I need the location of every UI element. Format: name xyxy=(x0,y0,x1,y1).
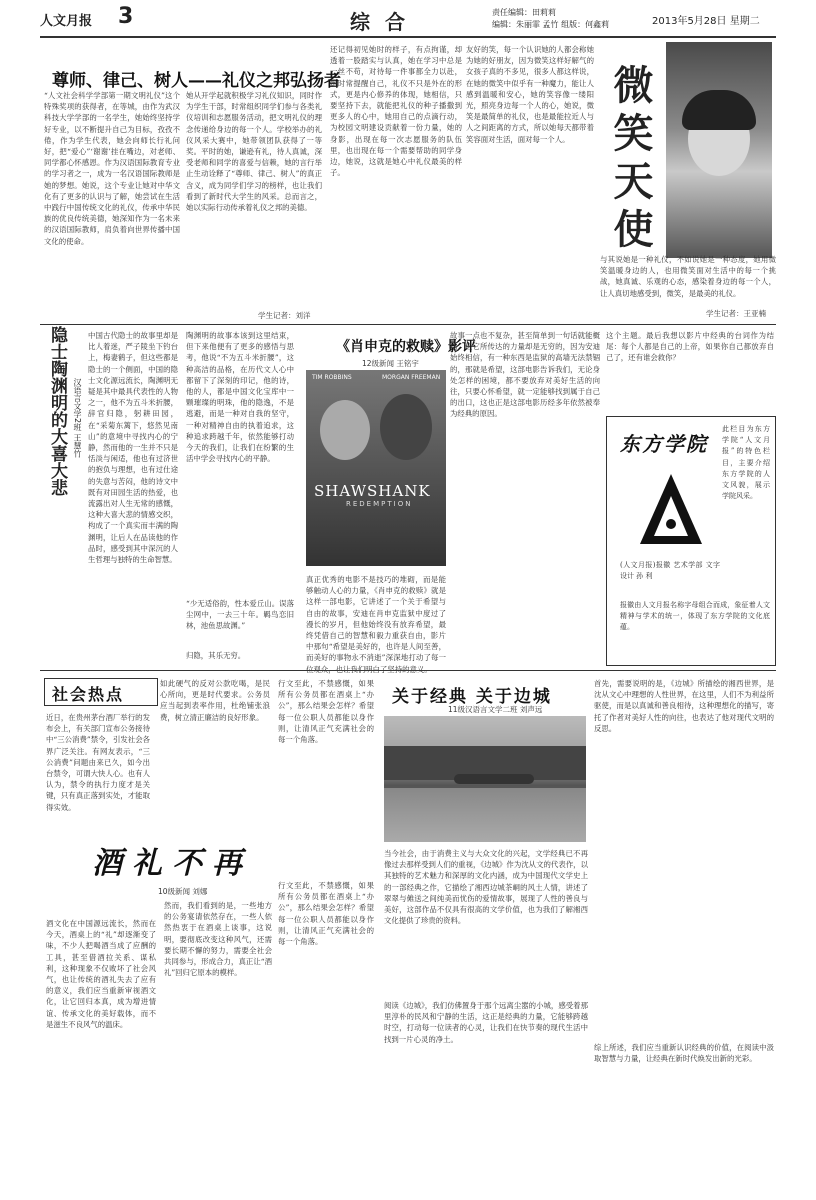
editors-2: 编辑：朱丽霏 孟竹 组版：何鑫莉 xyxy=(492,20,610,29)
article1-col1: “人文社会科学学部第一期文明礼仪”这个特殊奖项的获得者，在等城，由作为武汉科技大学学部的一名学生，她始终坚持学好专业，以不断提升自己为目标，孜孜不倦，作为学生代表，她会向师长行礼问好，把“爱心”‘谢谢’挂在嘴边，对老师、同学都心怀感恩。作为汉语国际教育专业的学习者之一，成为一名汉语国际教师是她的梦想。她说，这个专业让她对中华文化有了更多的认识与了解，她尝试在生活中践行中国传统文化的礼仪，传承中华民族的优良传统美德，她深知作为一名未来的汉语国际教师，肩负着向世界传播中国文化的使命。 xyxy=(44,91,180,246)
dongfang-text: 此栏目为东方学院“人文月报”的特色栏目，主要介绍东方学院的人文风貌，展示学院风采。 xyxy=(722,425,770,501)
poster-actor-1: TIM ROBBINS xyxy=(312,374,352,381)
portrait-photo xyxy=(666,42,772,258)
yinshi-title: 隐士陶渊明的大喜大悲 xyxy=(47,326,67,496)
shehui-title: 社会热点 xyxy=(52,685,125,704)
poster-subtitle: REDEMPTION xyxy=(346,500,413,508)
paper-name: 人文月报 xyxy=(40,14,93,29)
jiuli-text-3: 行文至此，不禁感慨，如果所有公务员都在酒桌上“办公”，那么结果会怎样？希望每一位公职人员都能以身作则，让清风正气充满社会的每一个角落。 xyxy=(278,881,374,947)
jingdian-author: 11级汉语言文学二班 刘声远 xyxy=(448,705,543,714)
rule-2 xyxy=(40,670,776,671)
issue-date: 2013年5月28日 星期二 xyxy=(652,16,760,27)
article1-col4: 友好的笑，每一个认识她的人都会称她为她的好朋友，因为微笑这样好解气的女孩子真的不多见，很多人都这样说，在她的微笑中似乎有一种魔力，能让人感到温暖和安心，她的笑容像一缕阳光，照亮身边每一个人的心，她说，微笑是最简单的礼仪，也是最能拉近人与人之间距离的方式，所以她每天都带着笑容面对生活，面对每一个人。 xyxy=(466,45,594,144)
article1-byline: 学生记者：刘洋 xyxy=(258,311,311,320)
page-number: 3 xyxy=(118,4,134,29)
masthead-rule xyxy=(40,36,776,38)
shawshank-title: 《肖申克的救赎》影评 xyxy=(336,339,476,355)
photo-water xyxy=(384,788,586,842)
masthead xyxy=(0,0,816,40)
editors: 责任编辑：田莉莉 xyxy=(492,8,556,17)
yinshi-poem: “少无适俗韵，性本爱丘山。误落尘网中，一去三十年。羁鸟恋旧林，池鱼思故渊。” xyxy=(186,599,294,631)
yinshi-text: 中国古代隐士的故事里却是比人着迷，严子陵坐下钓台上，梅妻鹤子，但这些都是隐士的一个侧面，中国的隐士文化源远流长，陶渊明无疑是其中最具代表性的人物之一，他不为五斗米折腰，辞官归隐，躬耕田园，在“采菊东篱下，悠然见南山”的意境中寻找内心的宁静，然而他的一生并不只是恬淡与闲适，他也有过济世的抱负与理想，也有过仕途的失意与苦闷，他的诗文中既有对田园生活的热爱，也流露出对人生无常的感慨，这种大喜大悲的情感交织，构成了一个真实而丰满的陶渊明，让后人在品读他的作品时，感受到其中深沉的人生哲理与独特的生命智慧。 xyxy=(88,331,178,565)
weixiao-byline: 学生记者：王亚楠 xyxy=(706,309,766,318)
dongfang-caption: (人文月报)报徽 艺术学部 文字设计 孙 利 xyxy=(620,561,720,581)
poster-actor-2: MORGAN FREEMAN xyxy=(382,374,441,381)
jingdian-text-3: 首先，需要说明的是，《边城》所描绘的湘西世界，是沈从文心中理想的人性世界，在这里，人们不为利益所驱使，而是以真诚和善良相待，这种理想化的描写，寄托了作者对美好人性的向往，也表达了他对现代文明的反思。 xyxy=(594,679,774,733)
jiuli-text: 酒文化在中国源远流长，然而在今天，酒桌上的“礼”却逐渐变了味，不少人把喝酒当成了应酬的工具，甚至借酒拉关系、谋私利，这种现象不仅败坏了社会风气，也让传统的酒礼失去了应有的意义，我们应当重新审视酒文化，让它回归本真，成为增进情谊、传承文化的美好载体，而不是滋生不良风气的温床。 xyxy=(46,919,156,1029)
weixiao-title: 微笑天使 xyxy=(607,64,653,256)
dongfang-title: 东方学院 xyxy=(620,432,708,456)
shawshank-text: 真正优秀的电影不是技巧的堆砌，而是能够触动人心的力量，《肖申克的救赎》就是这样一部电影，它讲述了一个关于希望与自由的故事，安迪在肖申克监狱中度过了漫长的岁月，但他始终没有放弃希望，最终凭借自己的智慧和毅力重获自由，影片中那句“希望是美好的，也许是人间至善，而美好的事物永不消逝”深深地打动了每一 xyxy=(306,575,446,663)
photo-bridge xyxy=(454,774,534,784)
article1-col3: 还记得初见她时的样子，有点拘谨，却透着一股踏实与认真，她在学习中总是一丝不苟，对待每一件事都全力以赴，她时常提醒自己，礼仪不只是外在的形式，更是内心修养的体现，她相信，只要坚持下去，就能把礼仪的种子播撒到更多人的心中，她用自己的点滴行动，为校园文明建设贡献着一份力量，她的身影，出现在每一次志愿服务的队伍里，也出现在每一个需要帮助的同学身边，她说，这就是她心中礼仪最美的样子。 xyxy=(330,45,462,178)
shehui-text: 近日，在贵州茅台酒厂举行的发布会上，有关部门宣布公务接待中“三公消费”禁令，引发社会各界广泛关注。有网友表示，“三公消费”问题由来已久，如今出台禁令，可谓大快人心。也有人认为，禁令的执行力度才是关键，只有真正落到实处，才能取得实效。 xyxy=(46,713,150,812)
dongfang-text-2: 报徽由人文月报名称字母组合而成，象征着人文精神与学术的统一，体现了东方学院的文化底蕴。 xyxy=(620,601,770,632)
shawshank-text-3: 这个主题。最后我想以影片中经典的台词作为结尾：每个人都是自己的上帝，如果你自己都放弃自己了，还有谁会救你？ xyxy=(606,331,774,363)
section-name: 综 合 xyxy=(350,10,409,34)
poster-title: SHAWSHANK xyxy=(314,482,431,500)
jingdian-text-2: 阅读《边城》，我们仿佛置身于那个远离尘嚣的小城，感受着那里淳朴的民风和宁静的生活，这正是经典的力量，它能够跨越时空，打动每一位读者的心灵，让我们在快节奏的现代生活中找到一片心灵的净土。 xyxy=(384,1001,588,1044)
shawshank-text-2: 故事一点也不复杂，甚至简单到一句话就能概括，但它所传达的力量却是无穷的，因为安迪始终相信，有一种东西是监狱的高墙无法禁锢的，那就是希望，这部电影告诉我们，无论身处怎样的困境，都不要放弃对美好生活的向往，只要心怀希望，就一定能够找到属于自己的出口，这也正是这部电影历经多年依然被奉为经典的原因。 xyxy=(450,331,600,419)
shehui-text-2: 如此硬气的反对公款吃喝，是民心所向，更是时代要求。公务员应当起到表率作用，杜绝铺张浪费，树立清正廉洁的良好形象。 xyxy=(160,679,270,722)
shehui-text-3: 行文至此，不禁感慨，如果所有公务员都在酒桌上“办公”，那么结果会怎样？希望每一位公职人员都能以身作则，让清风正气充满社会的每一个角落。 xyxy=(278,679,374,745)
college-logo xyxy=(636,470,706,550)
jingdian-text: 当今社会，由于消费主义与大众文化的兴起，文学经典已不再像过去那样受到人们的重视，《边城》作为沈从文的代表作，以其独特的艺术魅力和深厚的文化内涵，成为中国现代文学史上的一部经典之作，它描绘了湘西边城茶峒的风土人情，讲述了翠翠与傩送之间纯美而忧伤的爱情故事，展现了人性的善良与美好，这部作品不仅具有很高的文学价值，也为我们了解湘西文化提供了珍贵的资料。 xyxy=(384,849,588,926)
jingdian-text-4: 综上所述，我们应当重新认识经典的价值，在阅读中汲取智慧与力量，让经典在新时代焕发出新的光彩。 xyxy=(594,1043,774,1064)
poster-figure-1 xyxy=(320,400,370,460)
bridge-photo xyxy=(384,716,586,842)
jingdian-title: 关于经典 关于边城 xyxy=(392,687,552,707)
logo-dot xyxy=(666,519,676,529)
weixiao-text: 与其说她是一种礼仪，不如说她是一种态度，她用微笑温暖身边的人，也用微笑面对生活中的每一个挑战，她真诚、乐观的心态，感染着身边的每一个人，让人真切地感受到，微笑，是最美的礼仪。 xyxy=(600,255,776,298)
jiuli-title: 酒礼不再 xyxy=(92,846,252,881)
article1-col2: 她从开学起就积极学习礼仪知识，同时作为学生干部，时常组织同学们参与各类礼仪培训和志愿服务活动，把文明礼仪的理念传递给身边的每一个人。学校举办的礼仪风采大赛中，她带领团队获得了一等奖。平时的她，谦逊有礼，待人真诚，深受老师和同学的喜爱与信赖，她的言行举止生动诠释了“尊师、律己、树人”的真正含义，成为同学们学习的榜样，也让我们看到了新时代大学生的风采。总而言之，她以实际行动传承着礼仪之邦的美德。 xyxy=(186,91,322,213)
yinshi-author: 汉语言文学2班 王慧竹 xyxy=(73,378,82,458)
shawshank-author: 12级新闻 王铭宇 xyxy=(362,359,419,368)
jiuli-text-2: 然而，我们看到的是，一些地方的公务宴请依然存在，一些人依然热衷于在酒桌上谈事，这说明，要彻底改变这种风气，还需要长期不懈的努力，需要全社会共同参与，形成合力，真正让“酒礼”回归它原本的模样。 xyxy=(164,901,272,978)
yinshi-end: 归隐，其乐无穷。 xyxy=(186,651,246,660)
article1-title: 尊师、律己、树人——礼仪之邦弘扬者 xyxy=(52,71,341,91)
yinshi-text-2: 陶渊明的故事本该到这里结束，但下来他便有了更多的感悟与思考，他说“不为五斗米折腰”，这种高洁的品格，在历代文人心中都留下了深刻的印记，他的诗，他的人，都是中国文化宝库中一颗璀璨的明珠，他的隐逸，不是逃避，而是一种对自我的坚守，一种对精神自由的执着追求，这种追求跨越千年，依然能够打动今天的我们，让我们在纷繁的生活中学会寻找内心的平静。 xyxy=(186,331,294,464)
movie-poster xyxy=(306,370,446,566)
rule-1 xyxy=(40,324,776,325)
jiuli-author: 10级新闻 刘娜 xyxy=(158,887,208,896)
portrait-hair xyxy=(682,90,756,130)
poster-figure-2 xyxy=(380,394,432,460)
